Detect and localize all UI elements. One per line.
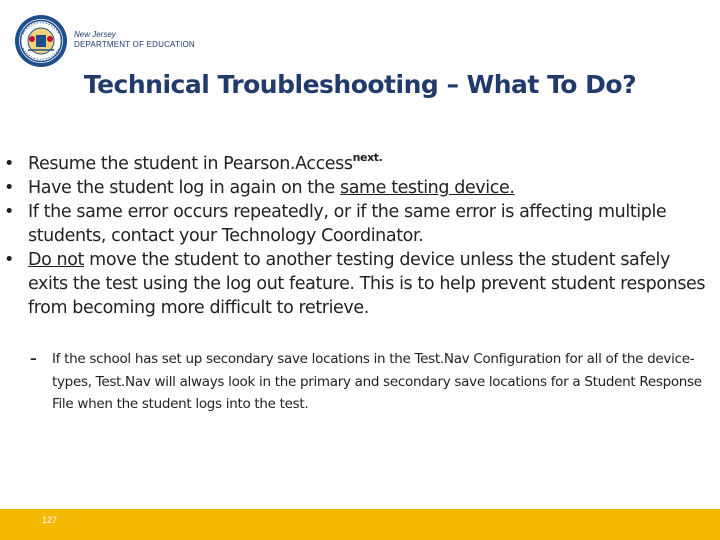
bullet-icon: •: [4, 250, 14, 270]
bullet-item-same-error: [4, 200, 714, 248]
sub-bullet-item: [30, 348, 714, 416]
superscript-next: next.: [352, 151, 383, 164]
underlined-text: Do not: [28, 250, 85, 270]
page-number: 127: [42, 515, 58, 525]
bullet-text: Have the student log in again on the: [28, 178, 340, 198]
bullet-item-resume: [4, 152, 714, 176]
bullet-text: move the student to another testing device unless the student safely exits the test using the log out feature. This is to help prevent student responses from becoming more difficult to retrieve.: [28, 250, 706, 318]
bullet-icon: •: [4, 154, 14, 174]
bullet-text: Resume the student in Pearson.Access: [28, 154, 353, 174]
organization-name: [74, 30, 195, 50]
department-name: DEPARTMENT OF EDUCATION: [74, 40, 195, 49]
bullet-list: [4, 152, 714, 320]
state-seal-logo: [14, 14, 68, 68]
bullet-icon: •: [4, 202, 14, 222]
bullet-item-do-not-move: [4, 248, 714, 320]
bullet-text: If the same error occurs repeatedly, or if the same error is affecting multiple students, contact your Technology Coordinator.: [28, 202, 667, 246]
bullet-icon: •: [4, 178, 14, 198]
bullet-item-log-in-again: [4, 176, 714, 200]
slide-title: Technical Troubleshooting – What To Do?: [83, 70, 637, 99]
state-name: New Jersey: [74, 30, 116, 39]
dash-icon: –: [30, 351, 37, 367]
sub-bullet-list: [30, 348, 714, 416]
header: [14, 12, 195, 70]
sub-bullet-text: If the school has set up secondary save locations in the Test.Nav Configuration for all of the device-types, Test.Nav will always look in the primary and secondary save locations for a Student Response File when the student logs into the test.: [52, 351, 702, 412]
footer-bar: [0, 509, 720, 540]
underlined-text: same testing device.: [339, 178, 515, 198]
